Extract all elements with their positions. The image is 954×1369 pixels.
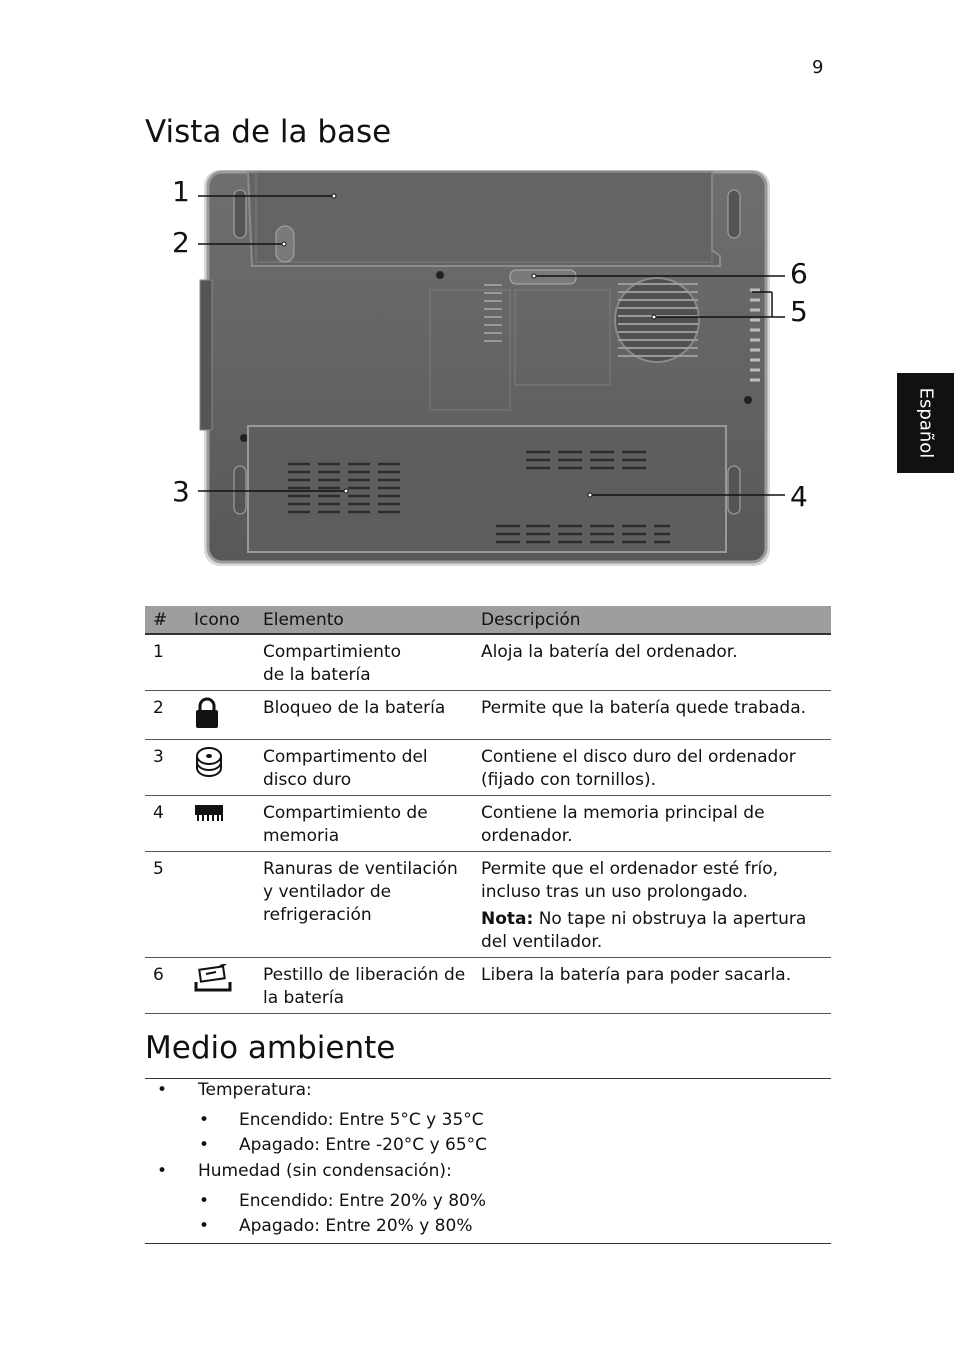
- parts-table: [145, 606, 831, 1014]
- row-description: Libera la batería para poder sacarla.: [473, 958, 831, 1014]
- table-row: [145, 691, 831, 740]
- list-item-text: Apagado: Entre 20% y 80%: [239, 1216, 473, 1236]
- header-number: #: [145, 606, 186, 634]
- bullet: •: [199, 1135, 210, 1155]
- table-row: [145, 852, 831, 958]
- row-element: Compartimiento de memoria: [255, 796, 473, 852]
- row-number: 4: [145, 796, 186, 852]
- hard-disk-icon: [194, 746, 224, 778]
- row-description: Contiene el disco duro del ordenador (fijado con tornillos).: [473, 740, 831, 796]
- bullet: •: [199, 1216, 210, 1236]
- row-number: 5: [145, 852, 186, 958]
- note-label: Nota:: [481, 909, 534, 929]
- memory-icon: [194, 802, 224, 824]
- header-description: Descripción: [473, 606, 831, 634]
- bullet: •: [199, 1110, 210, 1130]
- header-element: Elemento: [255, 606, 473, 634]
- row-element: Compartimento del disco duro: [255, 740, 473, 796]
- list-item-text: Temperatura:: [198, 1080, 312, 1100]
- row-element: Bloqueo de la batería: [255, 691, 473, 740]
- row-description: Permite que la batería quede trabada.: [473, 691, 831, 740]
- section-title-environment: Medio ambiente: [145, 1030, 396, 1066]
- table-row: [145, 958, 831, 1014]
- bullet: •: [157, 1161, 168, 1181]
- bullet: •: [199, 1191, 210, 1211]
- table-header-row: [145, 606, 831, 634]
- table-row: [145, 634, 831, 691]
- environment-list: [145, 1078, 831, 1244]
- list-item-text: Encendido: Entre 5°C y 35°C: [239, 1110, 484, 1130]
- row-element: Ranuras de ventilación y ventilador de refrigeración: [255, 852, 473, 958]
- row-number: 1: [145, 634, 186, 691]
- lock-icon: [194, 697, 220, 729]
- row-description: Aloja la batería del ordenador.: [473, 634, 831, 691]
- callout-1: 1: [172, 175, 190, 208]
- laptop-base-figure: [160, 160, 820, 580]
- callout-3: 3: [172, 475, 190, 508]
- row-description: Permite que el ordenador esté frío, incluso tras un uso prolongado.: [481, 859, 779, 902]
- row-number: 3: [145, 740, 186, 796]
- list-item-text: Encendido: Entre 20% y 80%: [239, 1191, 487, 1211]
- laptop-base-illustration: [160, 160, 820, 580]
- row-element: Pestillo de liberación de la batería: [255, 958, 473, 1014]
- header-icon: Icono: [186, 606, 255, 634]
- callout-4: 4: [790, 480, 808, 513]
- row-icon-empty: [186, 852, 255, 958]
- bullet: •: [157, 1080, 168, 1100]
- battery-release-icon: [194, 964, 232, 994]
- list-item-text: Humedad (sin condensación):: [198, 1161, 452, 1181]
- table-row: [145, 740, 831, 796]
- table-row: [145, 796, 831, 852]
- page-number: 9: [812, 57, 824, 78]
- note-text: No tape ni obstruya la apertura del ventilador.: [481, 909, 807, 952]
- language-tab: [897, 373, 954, 473]
- row-icon-empty: [186, 634, 255, 691]
- list-item-text: Apagado: Entre -20°C y 65°C: [239, 1135, 488, 1155]
- row-note: [481, 908, 826, 954]
- row-description: Contiene la memoria principal de ordenador.: [473, 796, 831, 852]
- row-number: 2: [145, 691, 186, 740]
- row-element: Compartimiento de la batería: [255, 634, 473, 691]
- row-number: 6: [145, 958, 186, 1014]
- section-title-base-view: Vista de la base: [145, 114, 392, 150]
- callout-2: 2: [172, 226, 190, 259]
- fan-grille: [615, 278, 699, 362]
- callout-5: 5: [790, 295, 808, 328]
- language-tab-label: Español: [915, 387, 936, 459]
- callout-6: 6: [790, 257, 808, 290]
